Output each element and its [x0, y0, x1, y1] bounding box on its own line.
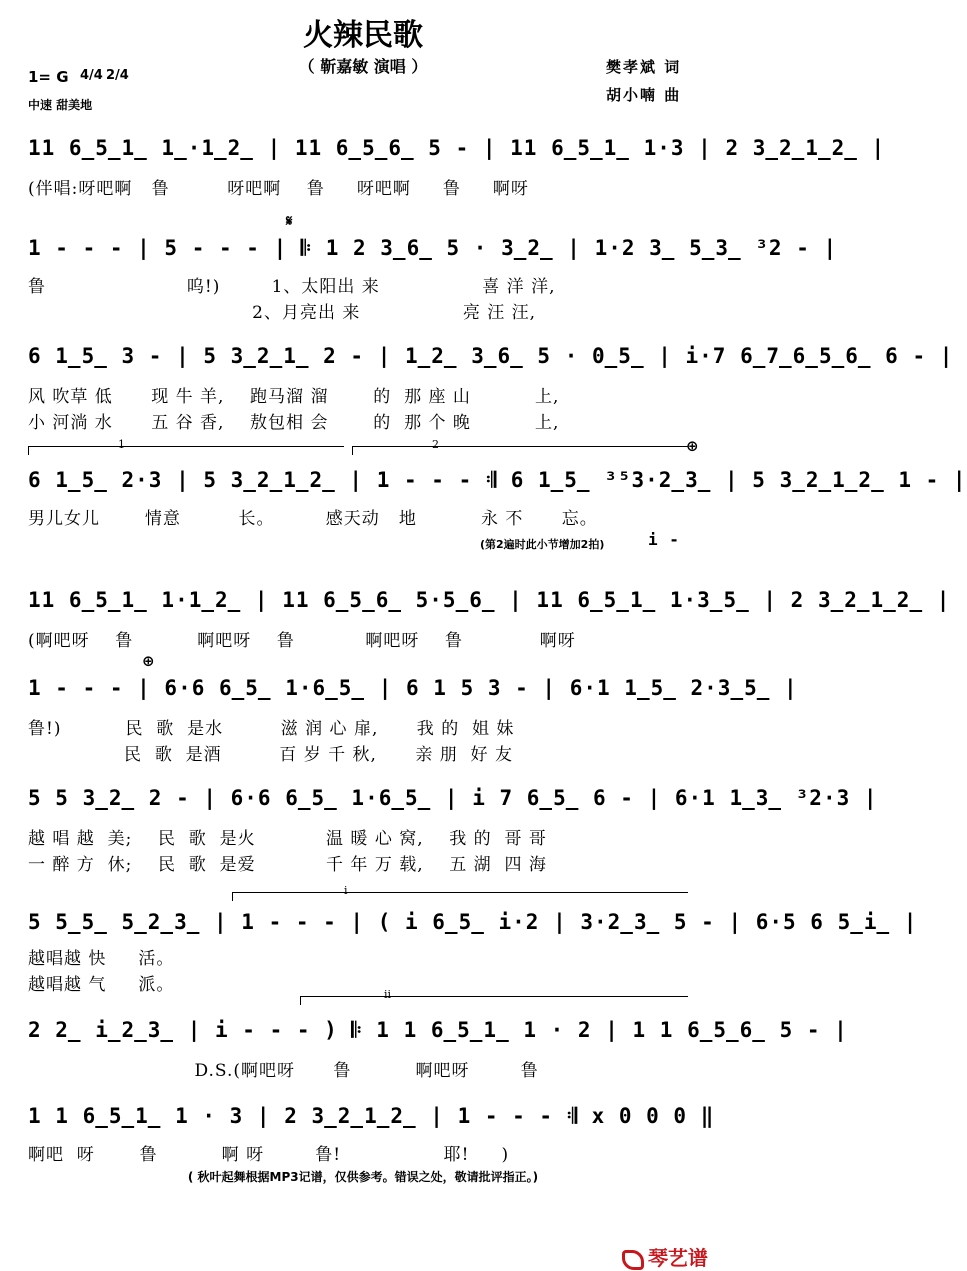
volta-ii-bracket: [300, 996, 688, 997]
notation-row-4: 6 1̲5̲ 2·3 | 5 3̲2̲1̲2̲ | 1 - - - 𝄇 6 1̲5̲ ³⁵3·2̲3̲ | 5 3̲2̲1̲2̲ 1 - |: [28, 468, 967, 492]
transcriber-note: ( 秋叶起舞根据MP3记谱，仅供参考。错误之处，敬请批评指正。): [187, 1170, 539, 1184]
coda-icon: ⊕: [686, 437, 699, 455]
lyric-row-9: D.S.(啊吧呀 鲁 啊吧呀 鲁: [28, 1061, 539, 1081]
notation-row-6: 1 - - - | 6·6 6̲5̲ 1·6̲5̲ | 6 1 5 3 - | 6·1 1̲5̲ 2·3̲5̲ |: [28, 676, 798, 700]
lyric-row-2a: 鲁 呜!) 1、太阳出 来 喜 洋 洋,: [28, 277, 556, 297]
notation-row-9: 2 2̲ i̲2̲3̲ | i - - - ) 𝄆 1 1 6̲5̲1̲ 1 · 2 | 1 1 6̲5̲6̲ 5 - |: [28, 1018, 848, 1042]
lyric-row-7b: 一 醉 方 休; 民 歌 是爱 千 年 万 载, 五 湖 四 海: [28, 855, 547, 875]
lyric-row-3b: 小 河淌 水 五 谷 香, 敖包相 会 的 那 个 晚 上,: [28, 413, 560, 433]
lyric-row-2b: 2、月亮出 来 亮 汪 汪,: [28, 303, 537, 323]
volta-2-bracket: [352, 446, 688, 447]
volta-i-label: i: [344, 884, 348, 897]
lyric-row-1: (伴唱:呀吧啊 鲁 呀吧啊 鲁 呀吧啊 鲁 啊呀: [28, 179, 529, 199]
lyric-row-7a: 越 唱 越 美; 民 歌 是火 温 暖 心 窝, 我 的 哥 哥: [28, 829, 547, 849]
composer-credit: 胡小喃 曲: [606, 86, 682, 104]
lyric-row-10: 啊吧 呀 鲁 啊 呀 鲁! 耶! ): [28, 1145, 510, 1165]
lyric-row-4: 男儿女儿 情意 长。 感天动 地 永 不 忘。: [28, 509, 598, 529]
lyric-row-6a: 鲁!) 民 歌 是水 滋 润 心 扉, 我 的 姐 妹: [28, 719, 515, 739]
notation-row-8: 5 5̲5̲ 5̲2̲3̲ | 1 - - - | ( i 6̲5̲ i·2 | 3·2̲3̲ 5 - | 6·5 6 5̲i̲ |: [28, 910, 918, 934]
watermark-logo: [608, 1218, 708, 1271]
logo-icon: [622, 1250, 644, 1270]
notation-row-5: 11 6̲5̲1̲ 1·1̲2̲ | 11 6̲5̲6̲ 5·5̲6̲ | 11 6̲5̲1̲ 1·3̲5̲ | 2 3̲2̲1̲2̲ |: [28, 588, 951, 612]
lyric-row-6b: 民 歌 是酒 百 岁 千 秋, 亲 朋 好 友: [28, 745, 513, 765]
notation-row-3: 6 1̲5̲ 3 - | 5 3̲2̲1̲ 2 - | 1̲2̲ 3̲6̲ 5 · 0̲5̲ | i·7 6̲7̲6̲5̲6̲ 6 - |: [28, 344, 954, 368]
tempo-marking: 中速 甜美地: [28, 98, 93, 112]
lyric-row-3a: 风 吹草 低 现 牛 羊, 跑马溜 溜 的 那 座 山 上,: [28, 387, 560, 407]
notation-row-7: 5 5 3̲2̲ 2 - | 6·6 6̲5̲ 1·6̲5̲ | i 7 6̲5̲ 6 - | 6·1 1̲3̲ ³2·3 |: [28, 786, 878, 810]
key-signature: 1= G: [28, 68, 69, 86]
lyric-row-5: (啊吧呀 鲁 啊吧呀 鲁 啊吧呀 鲁 啊呀: [28, 631, 576, 651]
time-signature-1: 4/4: [80, 68, 103, 83]
notation-row-1: 11 6̲5̲1̲ 1̲·1̲2̲ | 11 6̲5̲6̲ 5 - | 11 6̲5̲1̲ 1·3 | 2 3̲2̲1̲2̲ |: [28, 136, 886, 160]
second-time-note: (第2遍时此小节增加2拍): [480, 538, 605, 551]
time-signature-2: 2/4: [106, 68, 129, 83]
lyric-row-8b: 越唱越 气 派。: [28, 975, 175, 995]
volta-2-label: 2: [432, 438, 439, 451]
lyric-row-8a: 越唱越 快 活。: [28, 949, 175, 969]
volta-i-bracket: [232, 892, 688, 893]
volta-1-bracket: [28, 446, 344, 447]
song-title: 火辣民歌: [303, 18, 423, 53]
singer-credit: （ 靳嘉敏 演唱 ）: [298, 57, 428, 76]
coda-icon-2: ⊕: [142, 652, 155, 670]
volta-1-label: 1: [118, 438, 125, 451]
segno-icon: 𝄋: [286, 212, 293, 230]
lyricist-credit: 樊孝斌 词: [606, 58, 682, 76]
second-time-extra: i -: [648, 530, 680, 549]
volta-ii-label: ii: [384, 988, 392, 1001]
notation-row-10: 1 1 6̲5̲1̲ 1 · 3 | 2 3̲2̲1̲2̲ | 1 - - - 𝄇 x 0 0 0 ‖: [28, 1104, 715, 1128]
notation-row-2: 1 - - - | 5 - - - | 𝄆 1 2 3̲6̲ 5 · 3̲2̲ | 1·2 3̲ 5̲3̲ ³2 - |: [28, 236, 838, 260]
logo-text: 琴艺谱: [647, 1246, 708, 1270]
